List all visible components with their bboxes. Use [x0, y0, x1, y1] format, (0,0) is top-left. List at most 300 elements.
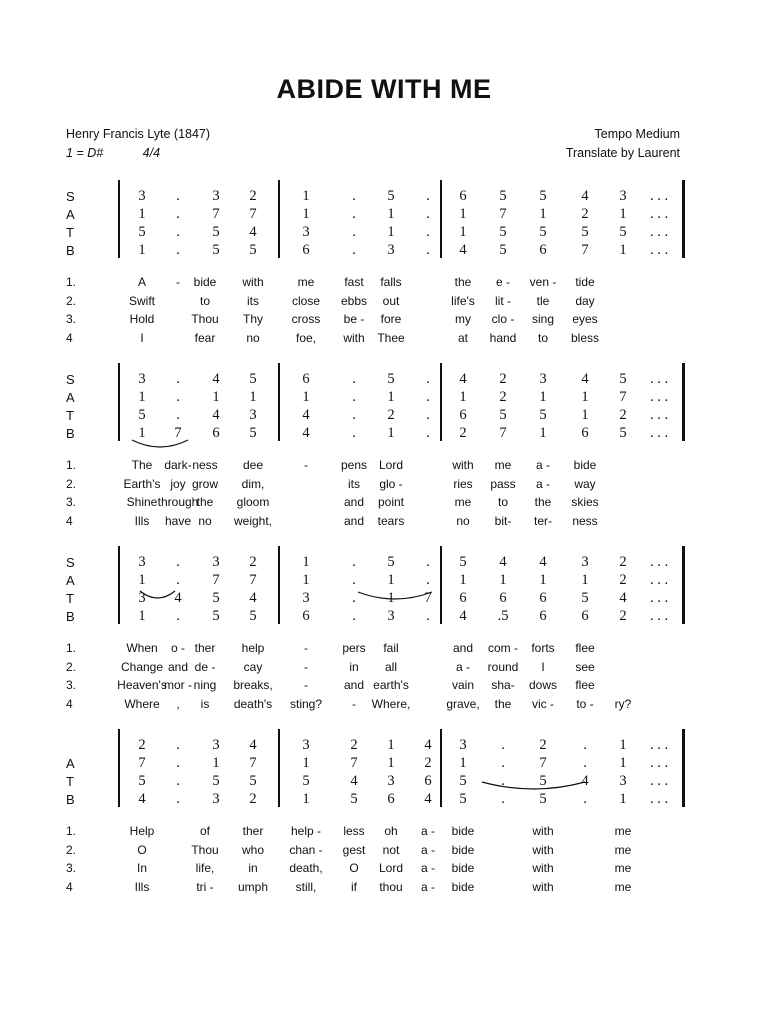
note: . . . — [650, 224, 669, 240]
note: 1 — [499, 572, 507, 588]
note: 5 — [212, 242, 220, 258]
lyric-syllable: help — [241, 641, 265, 655]
note: . — [176, 389, 180, 405]
lyric-syllable: the — [494, 697, 512, 712]
note: 4 — [249, 590, 257, 606]
note: . — [176, 572, 180, 588]
note: . . . — [650, 554, 669, 570]
note: . — [352, 224, 356, 240]
lyric-syllable: breaks, — [233, 678, 273, 693]
lyric-syllable: with — [452, 458, 474, 472]
lyric-syllable: grow — [191, 476, 219, 491]
note: 7 — [212, 206, 220, 222]
note: 5 — [539, 224, 547, 240]
lyric-syllable: and — [343, 495, 365, 510]
part-label: T — [66, 591, 74, 606]
note: 4 — [212, 371, 220, 387]
lyric-syllable: thou — [379, 880, 403, 895]
verse-number: 1. — [66, 275, 77, 289]
note: 2 — [619, 554, 627, 570]
note: 2 — [424, 755, 432, 771]
lyric-syllable: dows — [528, 678, 558, 693]
note: 4 — [459, 608, 467, 624]
note: 5 — [459, 773, 467, 789]
note: . . . — [650, 608, 669, 624]
note: 5 — [539, 407, 547, 423]
note: 3 — [581, 554, 589, 570]
note: . — [352, 554, 356, 570]
lyric-syllable: Thou — [191, 842, 219, 857]
note: 2 — [249, 188, 257, 204]
note: 3 — [249, 407, 257, 423]
note: 1 — [619, 755, 627, 771]
lyric-syllable: - — [304, 678, 308, 693]
lyric-syllable: me — [614, 842, 632, 857]
note: 4 — [424, 791, 432, 807]
note: 4 — [581, 773, 589, 789]
lyric-syllable: point — [377, 495, 405, 510]
note: 1 — [302, 554, 310, 570]
note: 7 — [249, 572, 257, 588]
note: 2 — [249, 791, 257, 807]
lyric-syllable: - — [304, 458, 308, 472]
tempo: Tempo Medium — [594, 127, 680, 141]
note: 1 — [581, 389, 589, 405]
lyric-syllable: bide — [451, 824, 475, 838]
lyric-syllable: me — [614, 880, 632, 895]
note: 5 — [499, 224, 507, 240]
note: . — [176, 242, 180, 258]
note: 1 — [459, 572, 467, 588]
part-label: B — [66, 609, 75, 624]
note: . — [426, 407, 430, 423]
note: 6 — [387, 791, 395, 807]
note: 1 — [387, 389, 395, 405]
lyric-syllable: in — [248, 861, 258, 876]
lyric-syllable: ries — [453, 476, 473, 491]
note: 1 — [387, 755, 395, 771]
note: . . . — [650, 407, 669, 423]
note: 6 — [581, 425, 589, 441]
part-label: B — [66, 243, 75, 258]
lyric-syllable: de - — [194, 659, 216, 674]
lyric-syllable: day — [575, 293, 595, 308]
lyric-syllable: me — [454, 495, 472, 510]
lyric-syllable: hand — [489, 331, 517, 346]
note: 5 — [581, 224, 589, 240]
lyric-syllable: Lord — [378, 458, 404, 472]
note: 1 — [138, 572, 146, 588]
lyric-syllable: ness — [572, 514, 598, 529]
note: 1 — [581, 407, 589, 423]
note: 1 — [387, 590, 395, 606]
lyric-syllable: gest — [342, 842, 366, 857]
note: 5 — [212, 773, 220, 789]
note: 1 — [459, 755, 467, 771]
lyric-syllable: - — [304, 659, 308, 674]
lyric-syllable: sting? — [289, 697, 323, 712]
note: 4 — [459, 242, 467, 258]
note: 2 — [539, 737, 547, 753]
note: 5 — [302, 773, 310, 789]
note: 4 — [499, 554, 507, 570]
lyric-syllable: way — [574, 476, 596, 491]
note: 5 — [539, 791, 547, 807]
lyric-syllable: fast — [344, 275, 364, 289]
note: 6 — [302, 242, 310, 258]
note: 1 — [387, 425, 395, 441]
lyric-syllable: Help — [129, 824, 155, 838]
note: 1 — [539, 425, 547, 441]
lyric-syllable: ther — [242, 824, 264, 838]
lyric-syllable: - — [304, 641, 308, 655]
note: . — [176, 737, 180, 753]
lyric-syllable: bide — [451, 880, 475, 895]
note: 1 — [539, 206, 547, 222]
lyric-syllable: a - — [420, 842, 436, 857]
note: . — [426, 188, 430, 204]
lyric-syllable: with — [532, 861, 554, 876]
note: 1 — [302, 791, 310, 807]
verse-number: 1. — [66, 458, 77, 472]
lyric-syllable: round — [487, 659, 519, 674]
note: 4 — [302, 425, 310, 441]
note: .5 — [497, 608, 509, 624]
lyric-syllable: a - — [535, 476, 551, 491]
lyric-syllable: Ills — [134, 880, 150, 895]
lyric-syllable: the — [196, 495, 214, 510]
lyric-syllable: eyes — [572, 312, 598, 327]
note: 7 — [499, 206, 507, 222]
note: 5 — [249, 425, 257, 441]
note: 1 — [302, 755, 310, 771]
lyric-syllable: pens — [340, 458, 368, 472]
note: 3 — [138, 590, 146, 606]
note: 1 — [138, 425, 146, 441]
lyric-syllable: I — [541, 659, 545, 674]
lyric-syllable: o - — [170, 641, 186, 655]
lyric-syllable: have — [164, 514, 192, 529]
verse-number: 2. — [66, 842, 77, 857]
note: 3 — [619, 188, 627, 204]
note: 5 — [249, 371, 257, 387]
note: . . . — [650, 755, 669, 771]
note: 4 — [249, 737, 257, 753]
lyric-syllable: Where — [124, 697, 160, 712]
note: 5 — [212, 608, 220, 624]
note: 1 — [302, 206, 310, 222]
note: . — [426, 554, 430, 570]
lyric-syllable: and — [343, 514, 365, 529]
verse-number: 2. — [66, 293, 77, 308]
lyric-syllable: mor - — [164, 678, 192, 693]
lyric-syllable: oh — [384, 824, 398, 838]
part-label: A — [66, 756, 75, 771]
lyric-syllable: cay — [243, 659, 263, 674]
lyric-syllable: e - — [495, 275, 511, 289]
note: 6 — [539, 242, 547, 258]
part-label: S — [66, 189, 75, 204]
note: . — [176, 608, 180, 624]
note: . — [501, 755, 505, 771]
lyric-syllable: my — [455, 312, 471, 327]
lyric-syllable: fear — [194, 331, 216, 346]
lyric-syllable: ning — [193, 678, 217, 693]
note: 2 — [387, 407, 395, 423]
author: Henry Francis Lyte (1847) — [66, 127, 211, 141]
slur — [140, 591, 175, 598]
lyric-syllable: not — [382, 842, 400, 857]
note: 7 — [539, 755, 547, 771]
lyric-syllable: dim, — [241, 476, 265, 491]
lyric-syllable: ther — [194, 641, 216, 655]
note: 3 — [212, 737, 220, 753]
lyric-syllable: ven - — [529, 275, 557, 289]
lyric-syllable: and — [167, 659, 189, 674]
note: 1 — [459, 224, 467, 240]
note: . — [352, 590, 356, 606]
note: . . . — [650, 242, 669, 258]
note: 3 — [302, 590, 310, 606]
lyric-syllable: ebbs — [340, 293, 368, 308]
lyric-syllable: bide — [573, 458, 597, 472]
lyric-syllable: forts — [531, 641, 555, 655]
note: . — [583, 755, 587, 771]
note: 4 — [581, 371, 589, 387]
note: 4 — [249, 224, 257, 240]
note: 3 — [387, 773, 395, 789]
note: . — [426, 389, 430, 405]
note: 7 — [619, 389, 627, 405]
note: 1 — [212, 755, 220, 771]
note: 5 — [619, 224, 627, 240]
lyric-syllable: if — [351, 880, 357, 895]
note: 6 — [424, 773, 432, 789]
lyric-syllable: with — [532, 880, 554, 895]
lyric-syllable: with — [532, 842, 554, 857]
lyric-syllable: I — [140, 331, 144, 346]
lyric-syllable: me — [614, 824, 632, 838]
note: . — [352, 206, 356, 222]
lyric-syllable: all — [384, 659, 398, 674]
lyric-syllable: bide — [451, 861, 475, 876]
note: 1 — [619, 206, 627, 222]
note: 3 — [302, 224, 310, 240]
note: 5 — [499, 188, 507, 204]
lyric-syllable: gloom — [236, 495, 270, 510]
note: . . . — [650, 773, 669, 789]
lyric-syllable: see — [575, 659, 595, 674]
note: 7 — [249, 755, 257, 771]
lyric-syllable: me — [614, 861, 632, 876]
note: . — [426, 572, 430, 588]
lyric-syllable: is — [200, 697, 210, 712]
lyric-syllable: pass — [490, 476, 516, 491]
note: 1 — [387, 206, 395, 222]
lyric-syllable: Where, — [371, 697, 411, 712]
lyric-syllable: me — [297, 275, 315, 289]
note: 3 — [539, 371, 547, 387]
lyric-syllable: joy — [170, 476, 186, 491]
lyric-syllable: the — [534, 495, 552, 510]
note: . — [501, 791, 505, 807]
note: 1 — [138, 389, 146, 405]
lyric-syllable: its — [247, 293, 259, 308]
lyric-syllable: Thy — [242, 312, 264, 327]
slur — [482, 782, 585, 789]
part-label: A — [66, 390, 75, 405]
note: . — [501, 773, 505, 789]
verse-number: 4 — [66, 697, 73, 712]
lyric-syllable: of — [199, 824, 211, 838]
note: 1 — [387, 224, 395, 240]
note: 3 — [212, 791, 220, 807]
lyric-syllable: with — [532, 824, 554, 838]
lyric-syllable: death, — [289, 861, 323, 876]
lyric-syllable: dee — [242, 458, 264, 472]
note: . — [352, 608, 356, 624]
lyric-syllable: to — [537, 331, 549, 346]
note: 1 — [459, 389, 467, 405]
note: 5 — [581, 590, 589, 606]
note: 7 — [424, 590, 432, 606]
lyric-syllable: and — [343, 678, 365, 693]
part-label: S — [66, 372, 75, 387]
lyric-syllable: grave, — [446, 697, 480, 712]
verse-number: 1. — [66, 824, 77, 838]
note: 6 — [459, 590, 467, 606]
lyric-syllable: skies — [571, 495, 599, 510]
verse-number: 4 — [66, 331, 73, 346]
verse-number: 4 — [66, 880, 73, 895]
note: 1 — [138, 242, 146, 258]
note: 1 — [302, 389, 310, 405]
lyric-syllable: at — [457, 331, 469, 346]
lyric-syllable: com - — [488, 641, 518, 655]
note: . — [176, 371, 180, 387]
lyric-syllable: Hold — [129, 312, 155, 327]
lyric-syllable: cross — [291, 312, 321, 327]
lyric-syllable: In — [136, 861, 148, 876]
note: 2 — [249, 554, 257, 570]
lyric-syllable: dark- — [164, 458, 192, 472]
note: 5 — [499, 407, 507, 423]
note: 5 — [212, 590, 220, 606]
lyric-syllable: no — [198, 514, 212, 529]
note: 1 — [302, 188, 310, 204]
note: 4 — [350, 773, 358, 789]
note: 5 — [249, 242, 257, 258]
lyric-syllable: Ills — [134, 514, 150, 529]
lyric-syllable: to — [497, 495, 509, 510]
verse-number: 2. — [66, 476, 77, 491]
note: 1 — [539, 572, 547, 588]
note: . . . — [650, 188, 669, 204]
note: 3 — [138, 188, 146, 204]
part-label: T — [66, 225, 74, 240]
note: 6 — [539, 608, 547, 624]
note: . — [176, 773, 180, 789]
note: 5 — [459, 554, 467, 570]
note: 6 — [302, 371, 310, 387]
lyric-syllable: bit- — [494, 514, 512, 529]
note: . — [426, 224, 430, 240]
note: 3 — [212, 188, 220, 204]
note: . — [176, 791, 180, 807]
note: 4 — [459, 371, 467, 387]
note: . — [352, 572, 356, 588]
note: 2 — [459, 425, 467, 441]
note: 2 — [499, 389, 507, 405]
lyric-syllable: vain — [451, 678, 475, 693]
note: 3 — [459, 737, 467, 753]
lyric-syllable: Thou — [191, 312, 219, 327]
note: 1 — [302, 572, 310, 588]
lyric-syllable: sing — [531, 312, 555, 327]
note: 5 — [459, 791, 467, 807]
lyric-syllable: be - — [343, 312, 365, 327]
lyric-syllable: the — [454, 275, 472, 289]
lyric-syllable: Earth's — [123, 476, 161, 491]
verse-number: 4 — [66, 514, 73, 529]
lyric-syllable: Shine — [126, 495, 158, 510]
note: 2 — [350, 737, 358, 753]
note: 7 — [350, 755, 358, 771]
note: 5 — [539, 773, 547, 789]
note: 4 — [174, 590, 182, 606]
lyric-syllable: out — [382, 293, 400, 308]
lyric-syllable: weight, — [233, 514, 273, 529]
lyric-syllable: O — [137, 842, 147, 857]
time-signature: 4/4 — [142, 146, 161, 160]
verse-number: 3. — [66, 678, 77, 693]
lyric-syllable: who — [241, 842, 265, 857]
note: . . . — [650, 206, 669, 222]
lyric-syllable: Swift — [128, 293, 156, 308]
note: 1 — [619, 737, 627, 753]
note: 3 — [619, 773, 627, 789]
note: 5 — [138, 407, 146, 423]
note: 4 — [424, 737, 432, 753]
lyric-syllable: bless — [570, 331, 600, 346]
lyric-syllable: life, — [195, 861, 215, 876]
note: . — [501, 737, 505, 753]
note: 4 — [619, 590, 627, 606]
lyric-syllable: sha- — [491, 678, 515, 693]
note: 2 — [581, 206, 589, 222]
note: 4 — [138, 791, 146, 807]
part-label: A — [66, 573, 75, 588]
note: 1 — [138, 206, 146, 222]
note: 5 — [212, 224, 220, 240]
note: 5 — [387, 554, 395, 570]
note: . . . — [650, 425, 669, 441]
verse-number: 3. — [66, 495, 77, 510]
note: 2 — [619, 407, 627, 423]
note: 1 — [459, 206, 467, 222]
note: 5 — [350, 791, 358, 807]
note: . . . — [650, 791, 669, 807]
note: . — [352, 389, 356, 405]
page-title: ABIDE WITH ME — [276, 74, 492, 104]
lyric-syllable: less — [343, 824, 365, 838]
lyric-syllable: to — [199, 293, 211, 308]
note: 6 — [539, 590, 547, 606]
lyric-syllable: no — [246, 331, 260, 346]
lyric-syllable: The — [131, 458, 153, 472]
lyric-syllable: ry? — [614, 697, 632, 712]
note: 1 — [249, 389, 257, 405]
